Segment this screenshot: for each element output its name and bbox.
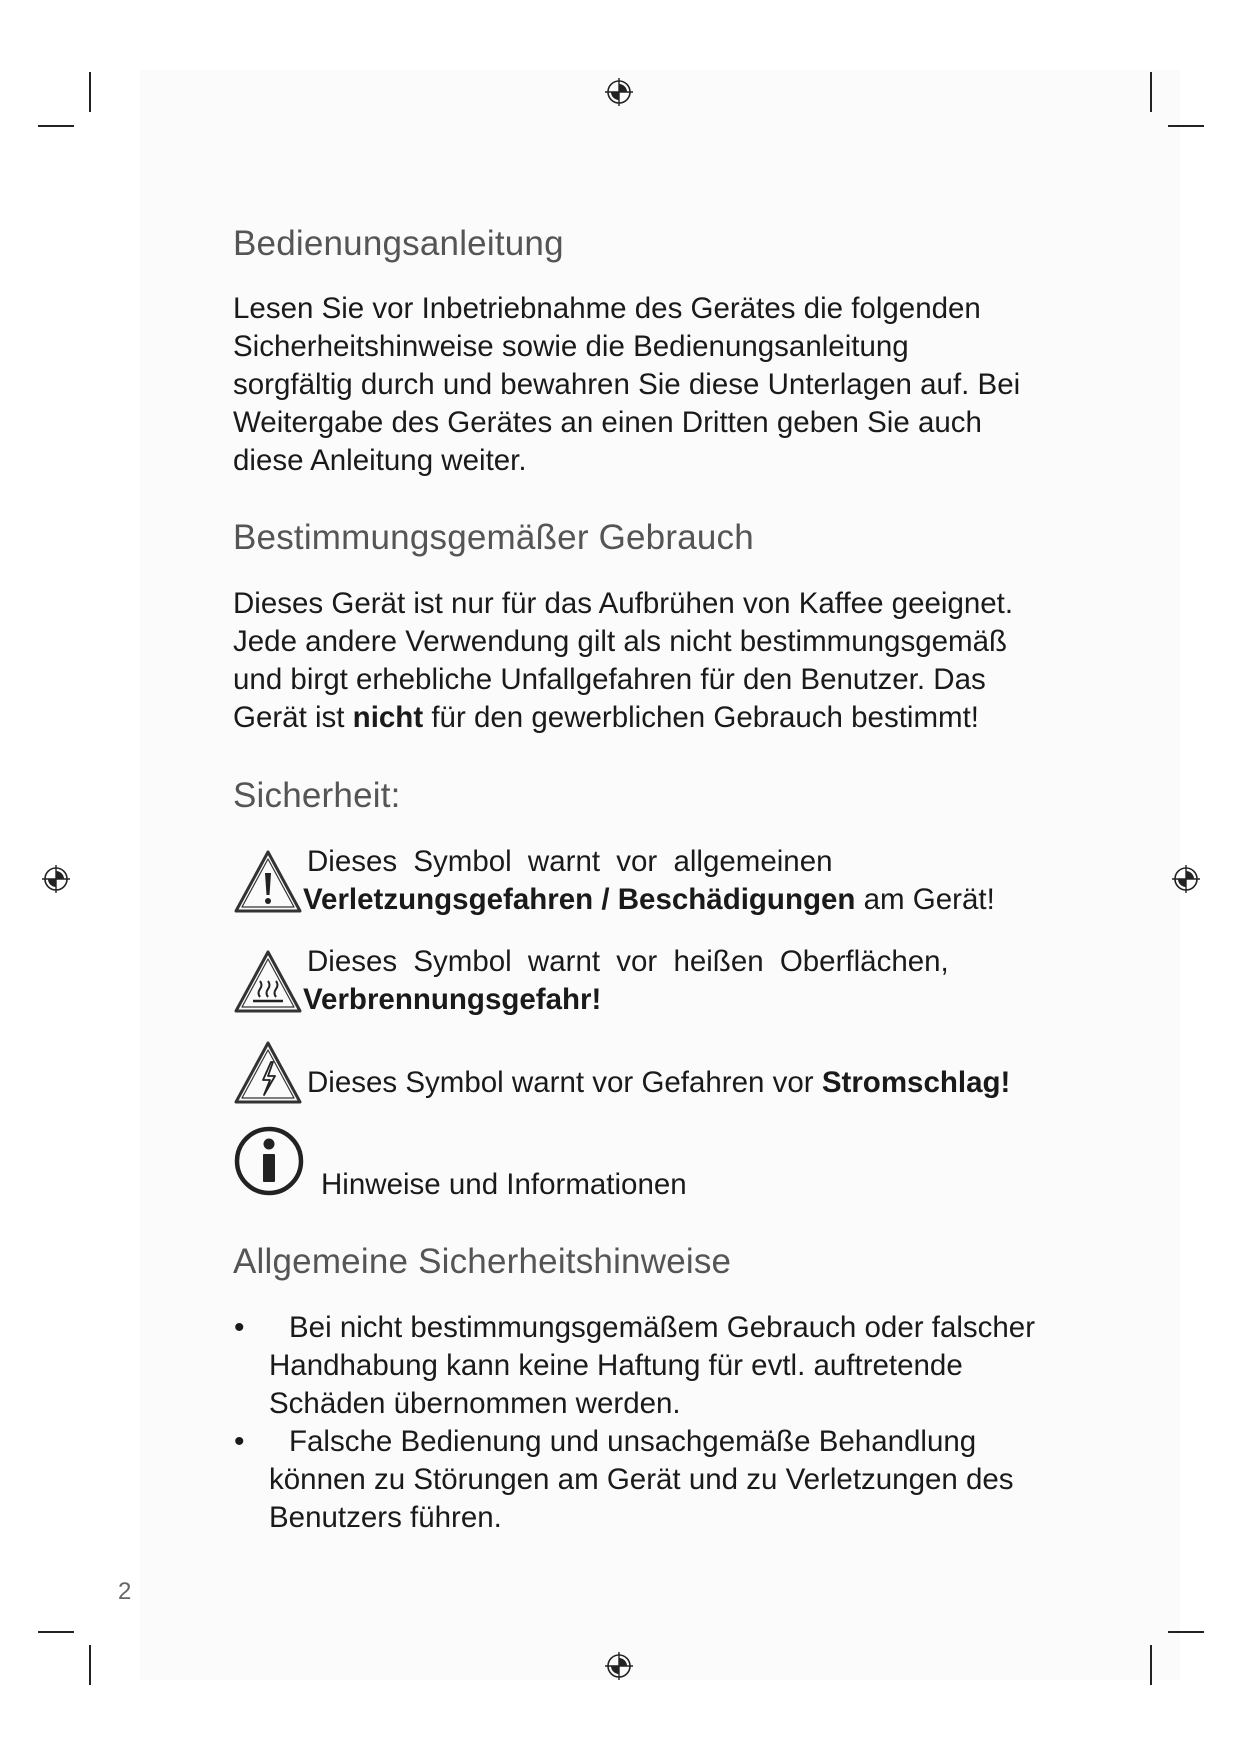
heading-operating-instructions: Bedienungsanleitung	[233, 224, 564, 263]
text-line: und birgt erhebliche Unfallgefahren für den Benutzer. Das	[233, 663, 986, 696]
paragraph-operating-instructions	[233, 290, 1073, 480]
registration-mark-icon	[1171, 864, 1201, 894]
information-icon	[233, 1125, 305, 1197]
text-line: für den gewerblichen Gebrauch bestimmt!	[423, 701, 980, 734]
electric-shock-warning-icon	[233, 1040, 303, 1106]
heading-safety: Sicherheit:	[233, 776, 401, 815]
text-line: Weitergabe des Gerätes an einen Dritten geben Sie auch	[233, 406, 982, 439]
crop-mark-top-right-horizontal	[1168, 125, 1204, 127]
text-fragment: Dieses Symbol warnt vor Gefahren vor	[307, 1066, 822, 1099]
emphasis-burn-hazard: Verbrennungsgefahr!	[303, 983, 602, 1016]
crop-mark-top-left-vertical	[89, 72, 91, 112]
text-line: können zu Störungen am Gerät und zu Verletzungen des	[269, 1463, 1014, 1496]
crop-mark-bottom-left-horizontal	[38, 1631, 74, 1633]
text-line: Schäden übernommen werden.	[269, 1387, 681, 1420]
paragraph-intended-use	[233, 585, 1073, 737]
text-line: Falsche Bedienung und unsachgemäße Behandlung	[289, 1425, 977, 1458]
symbol-text-line	[307, 1064, 1010, 1102]
text-line: Bei nicht bestimmungsgemäßem Gebrauch oder falscher	[289, 1311, 1036, 1344]
emphasis-injury-damage: Verletzungsgefahren / Beschädigungen	[303, 883, 856, 916]
symbol-text-line: Dieses Symbol warnt vor allgemeinen	[307, 845, 833, 878]
bullet-marker: •	[234, 1425, 245, 1458]
symbol-row-electric-shock	[233, 1040, 1093, 1110]
text-line: Benutzers führen.	[269, 1501, 502, 1534]
text-line: Dieses Gerät ist nur für das Aufbrühen von Kaffee geeignet.	[233, 587, 1014, 620]
text-line: sorgfältig durch und bewahren Sie diese Unterlagen auf. Bei	[233, 368, 1021, 401]
general-warning-icon	[233, 849, 303, 915]
text-line: Jede andere Verwendung gilt als nicht bestimmungsgemäß	[233, 625, 1008, 658]
text-line: Lesen Sie vor Inbetriebnahme des Gerätes die folgenden	[233, 292, 981, 325]
text-line: diese Anleitung weiter.	[233, 444, 527, 477]
heading-general-safety: Allgemeine Sicherheitshinweise	[233, 1242, 732, 1281]
symbol-text-line: Dieses Symbol warnt vor heißen Oberflächen,	[307, 945, 949, 978]
hot-surface-warning-icon	[233, 949, 303, 1015]
text-line: Gerät ist	[233, 701, 353, 734]
symbol-text-line	[303, 981, 601, 1019]
symbol-text-line	[303, 881, 995, 919]
emphasis-electric-shock: Stromschlag!	[821, 1066, 1011, 1099]
crop-mark-bottom-right-horizontal	[1168, 1631, 1204, 1633]
bullet-item	[269, 1423, 1065, 1537]
registration-mark-icon	[604, 1651, 634, 1681]
crop-mark-top-right-vertical	[1150, 72, 1152, 112]
text-line: Handhabung kann keine Haftung für evtl. auftretende	[269, 1349, 963, 1382]
crop-mark-bottom-right-vertical	[1150, 1645, 1152, 1685]
crop-mark-top-left-horizontal	[38, 125, 74, 127]
emphasis-not: nicht	[352, 701, 424, 734]
heading-intended-use: Bestimmungsgemäßer Gebrauch	[233, 518, 754, 557]
bullet-item	[269, 1309, 1065, 1423]
registration-mark-icon	[604, 77, 634, 107]
bullet-marker: •	[234, 1311, 245, 1344]
registration-mark-icon	[41, 864, 71, 894]
crop-mark-bottom-left-vertical	[89, 1645, 91, 1685]
text-fragment: am Gerät!	[855, 883, 995, 916]
text-line: Sicherheitshinweise sowie die Bedienungsanleitung	[233, 330, 909, 363]
symbol-row-hot-surface	[233, 943, 1093, 1023]
page-number: 2	[118, 1578, 132, 1605]
symbol-row-general-warning	[233, 843, 1093, 923]
symbol-text-line: Hinweise und Informationen	[321, 1168, 687, 1201]
symbol-row-information	[233, 1125, 1093, 1205]
